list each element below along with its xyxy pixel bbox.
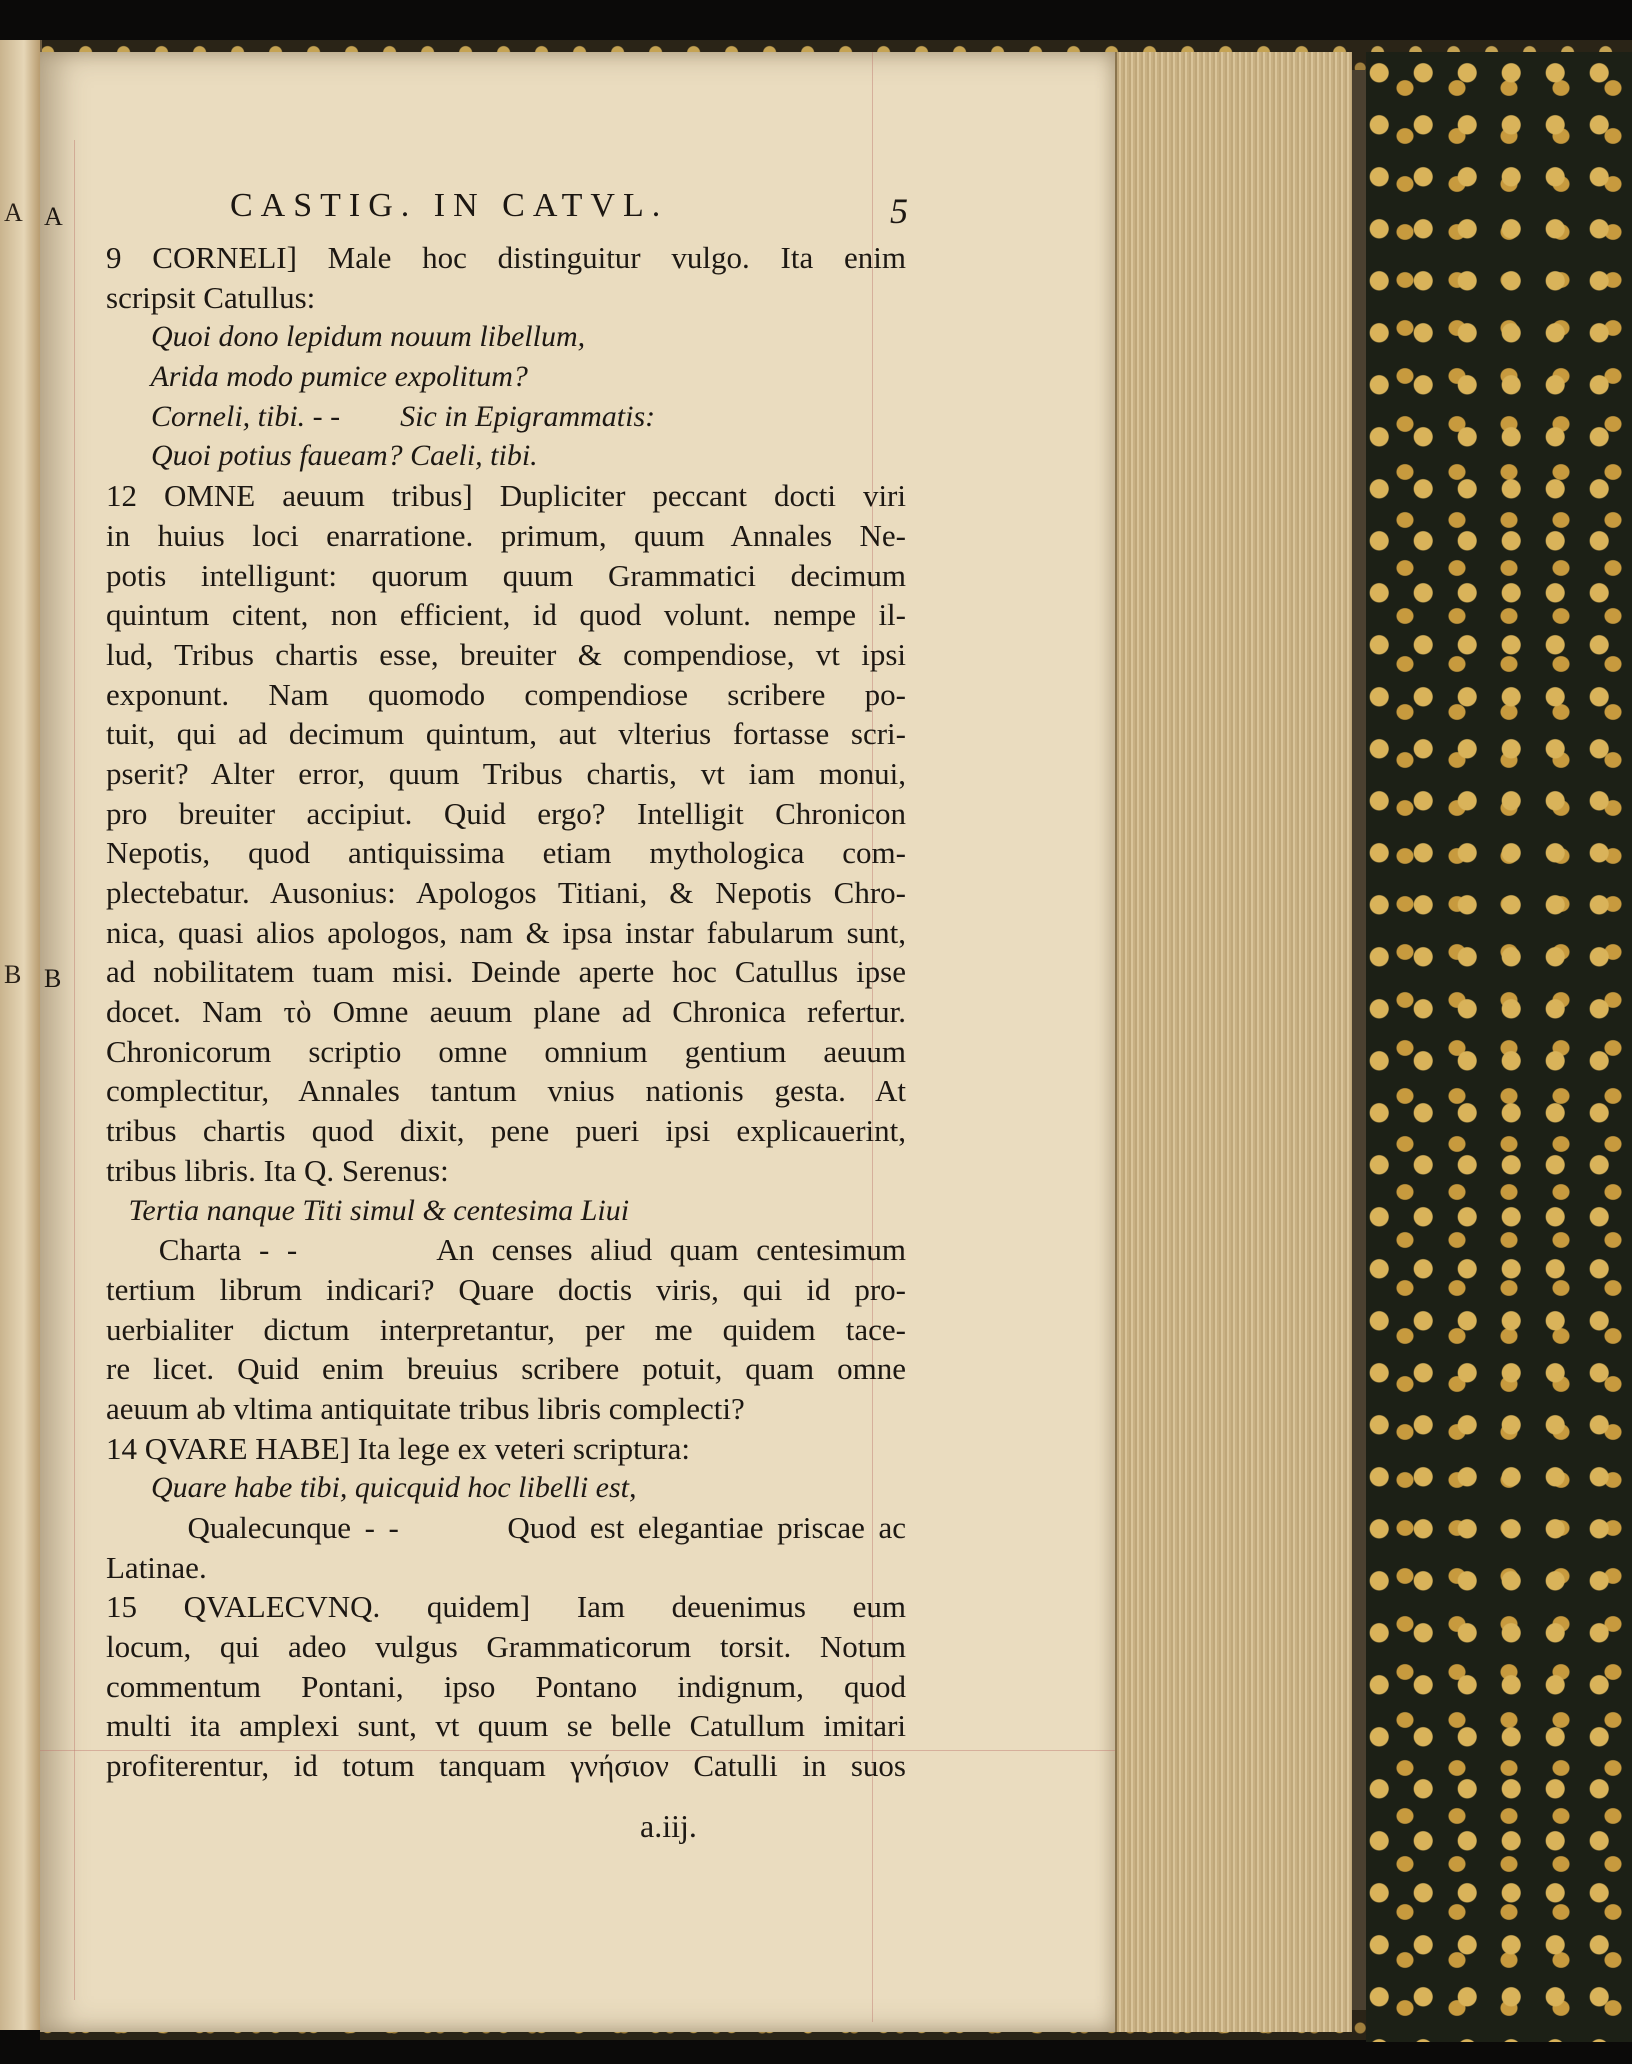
page-number: 5 (890, 191, 908, 231)
text-line: multi ita amplexi sunt, vt quum se belle Catullum imitari (106, 1708, 906, 1744)
text-line: locum, qui adeo vulgus Grammaticorum torsit. Notum (106, 1629, 906, 1665)
text-line: Quoi dono lepidum nouum libellum, (106, 320, 586, 354)
text-line: Charta - - An censes aliud quam centesimum (106, 1232, 906, 1268)
text-line: 15 QVALECVNQ. quidem] Iam deuenimus eum (106, 1589, 906, 1625)
margin-letter-b: B (44, 964, 62, 993)
text-line: re licet. Quid enim breuius scribere potuit, quam omne (106, 1351, 906, 1387)
text-line: aeuum ab vltima antiquitate tribus libris complecti? (106, 1390, 745, 1426)
facing-page-edge (0, 40, 42, 2030)
text-line: nica, quasi alios apologos, nam & ipsa instar fabularum sunt, (106, 914, 906, 950)
text-line: Quare habe tibi, quicquid hoc libelli est, (106, 1471, 637, 1505)
gilt-tooled-cover-edge (1366, 52, 1632, 2042)
text-line: uerbialiter dictum interpretantur, per me quidem tace- (106, 1311, 906, 1347)
text-line: pserit? Alter error, quum Tribus chartis, vt iam monui, (106, 755, 906, 791)
text-line: tribus libris. Ita Q. Serenus: (106, 1152, 449, 1188)
text-line: docet. Nam τὸ Omne aeuum plane ad Chronica refertur. (106, 994, 906, 1030)
commentary-text (106, 238, 906, 1786)
text-line: complectitur, Annales tantum vnius nationis gesta. At (106, 1073, 906, 1109)
left-margin-letter-b: B (4, 960, 22, 989)
text-line: ad nobilitatem tuam misi. Deinde aperte hoc Catullus ipse (106, 954, 906, 990)
text-line: quintum citent, non efficient, id quod volunt. nempe il- (106, 597, 906, 633)
text-line: Nepotis, quod antiquissima etiam mythologica com- (106, 835, 906, 871)
text-line: Quoi potius faueam? Caeli, tibi. (106, 439, 538, 473)
text-line: tuit, qui ad decimum quintum, aut vlterius fortasse scri- (106, 716, 906, 752)
text-line: 12 OMNE aeuum tribus] Dupliciter peccant docti viri (106, 478, 906, 514)
text-line: Corneli, tibi. - - Sic in Epigrammatis: (106, 399, 656, 433)
text-line: lud, Tribus chartis esse, breuiter & compendiose, vt ipsi (106, 636, 906, 672)
text-line: potis intelligunt: quorum quum Grammatici decimum (106, 557, 906, 593)
book-page (40, 52, 1115, 2032)
text-line: exponunt. Nam quomodo compendiose scribere po- (106, 676, 906, 712)
running-head: CASTIG. IN CATVL. (230, 187, 669, 224)
text-line: Tertia nanque Titi simul & centesima Liui (106, 1193, 630, 1227)
margin-letter-a: A (44, 202, 63, 231)
cover-board (1350, 70, 1366, 2010)
ruling-line-left (74, 140, 75, 2000)
text-line: tertium librum indicari? Quare doctis viris, qui id pro- (106, 1271, 906, 1307)
text-line: Latinae. (106, 1549, 207, 1585)
text-line: 9 CORNELI] Male hoc distinguitur vulgo. Ita enim (106, 240, 906, 275)
text-line: profiterentur, id totum tanquam γνήσιον Catulli in suos (106, 1748, 906, 1784)
text-line: plectebatur. Ausonius: Apologos Titiani, & Nepotis Chro- (106, 875, 906, 910)
text-line: Qualecunque - - Quod est elegantiae priscae ac (106, 1510, 906, 1545)
text-line: scripsit Catullus: (106, 279, 316, 315)
signature-mark: a.iij. (640, 1808, 697, 1844)
text-line: in huius loci enarratione. primum, quum Annales Ne- (106, 517, 906, 553)
left-margin-letter-a: A (4, 198, 23, 227)
text-line: 14 QVARE HABE] Ita lege ex veteri scriptura: (106, 1430, 690, 1466)
fore-edge-pages (1115, 52, 1352, 2032)
text-line: Chronicorum scriptio omne omnium gentium aeuum (106, 1033, 906, 1069)
text-line: Arida modo pumice expolitum? (106, 360, 528, 394)
text-line: tribus chartis quod dixit, pene pueri ipsi explicauerint, (106, 1113, 906, 1149)
text-line: commentum Pontani, ipso Pontano indignum, quod (106, 1668, 906, 1704)
text-line: pro breuiter accipiut. Quid ergo? Intelligit Chronicon (106, 795, 906, 831)
